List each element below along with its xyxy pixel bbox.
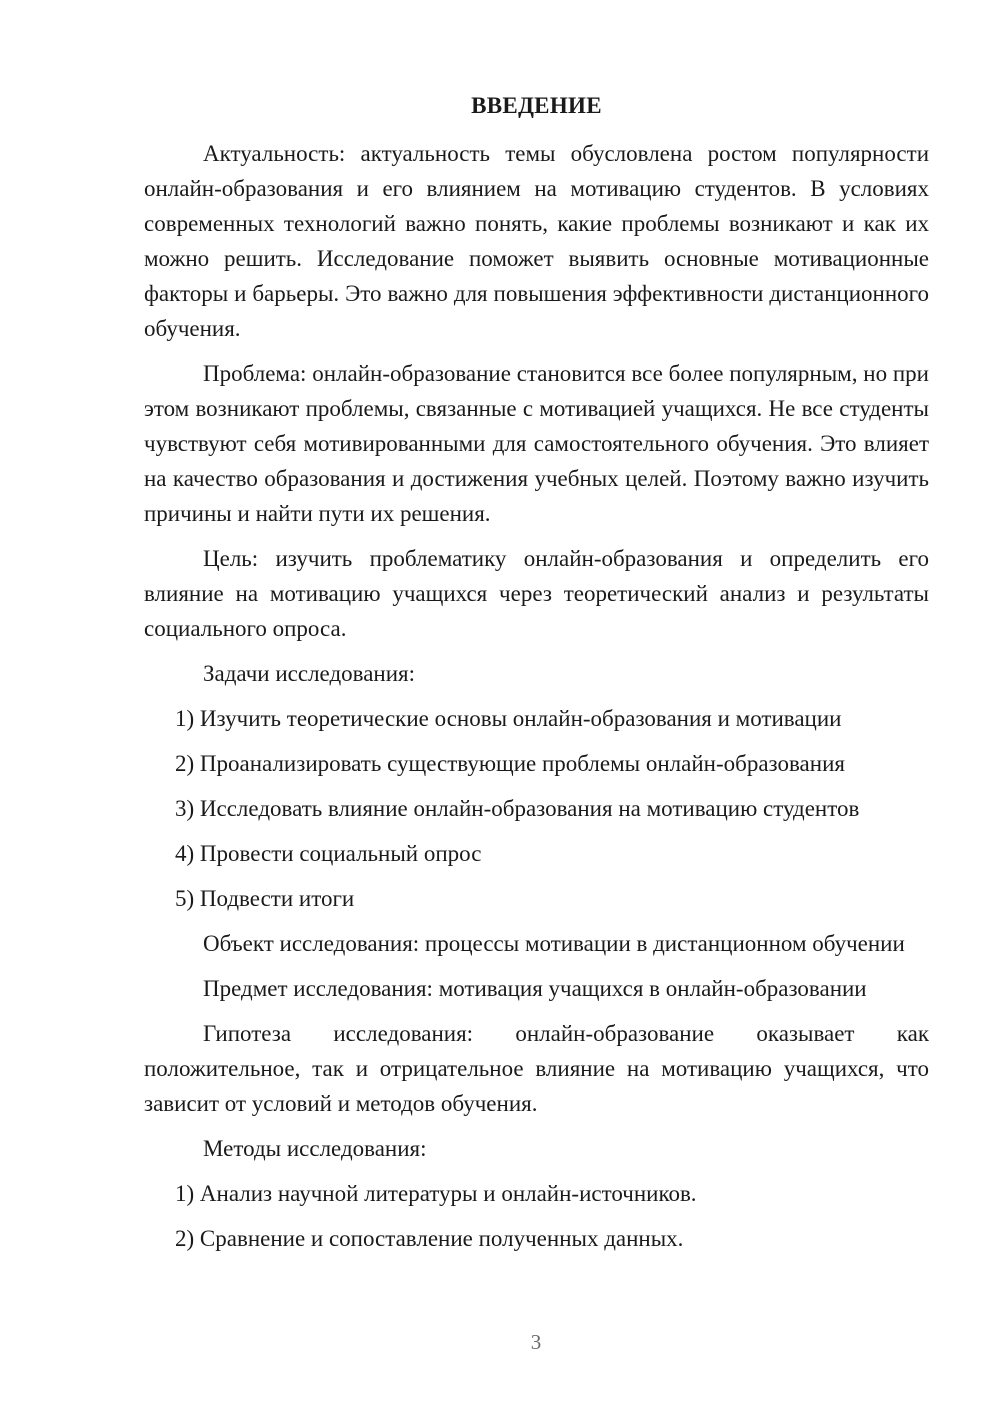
problem-paragraph: Проблема: онлайн-образование становится все более популярным, но при этом возникают проблемы, связанные с мотивацией учащихся. Не все студенты чувствуют себя мотивированными для самостоятельного обучения. Это влияет на качество образования и достижения учебных целей. Поэтому важно изучить причины и найти пути их решения. — [144, 361, 929, 526]
task-item: 2) Проанализировать существующие проблемы онлайн-образования — [175, 751, 845, 776]
method-item: 2) Сравнение и сопоставление полученных данных. — [175, 1226, 684, 1251]
task-item: 3) Исследовать влияние онлайн-образования на мотивацию студентов — [175, 796, 860, 821]
goal-paragraph: Цель: изучить проблематику онлайн-образования и определить его влияние на мотивацию учащихся через теоретический анализ и результаты социального опроса. — [144, 546, 929, 641]
task-item: 1) Изучить теоретические основы онлайн-образования и мотивации — [175, 706, 842, 731]
subject-paragraph: Предмет исследования: мотивация учащихся в онлайн-образовании — [203, 976, 867, 1001]
object-paragraph: Объект исследования: процессы мотивации в дистанционном обучении — [203, 931, 905, 956]
relevance-paragraph: Актуальность: актуальность темы обусловлена ростом популярности онлайн-образования и его влиянием на мотивацию студентов. В условиях современных технологий важно понять, какие проблемы возникают и как их можно решить. Исследование поможет выявить основные мотивационные факторы и барьеры. Это важно для повышения эффективности дистанционного обучения. — [144, 141, 929, 341]
task-item: 4) Провести социальный опрос — [175, 841, 482, 866]
section-title: ВВЕДЕНИЕ — [471, 93, 602, 118]
tasks-heading: Задачи исследования: — [203, 661, 416, 686]
hypothesis-paragraph: Гипотеза исследования: онлайн-образование оказывает как положительное, так и отрицательное влияние на мотивацию учащихся, что зависит от условий и методов обучения. — [144, 1021, 929, 1116]
page-content — [144, 88, 929, 1266]
page-number: 3 — [530, 1330, 542, 1354]
methods-list — [144, 1176, 929, 1256]
task-item: 5) Подвести итоги — [175, 886, 355, 911]
method-item: 1) Анализ научной литературы и онлайн-источников. — [175, 1181, 697, 1206]
tasks-list — [144, 701, 929, 916]
methods-heading: Методы исследования: — [203, 1136, 427, 1161]
